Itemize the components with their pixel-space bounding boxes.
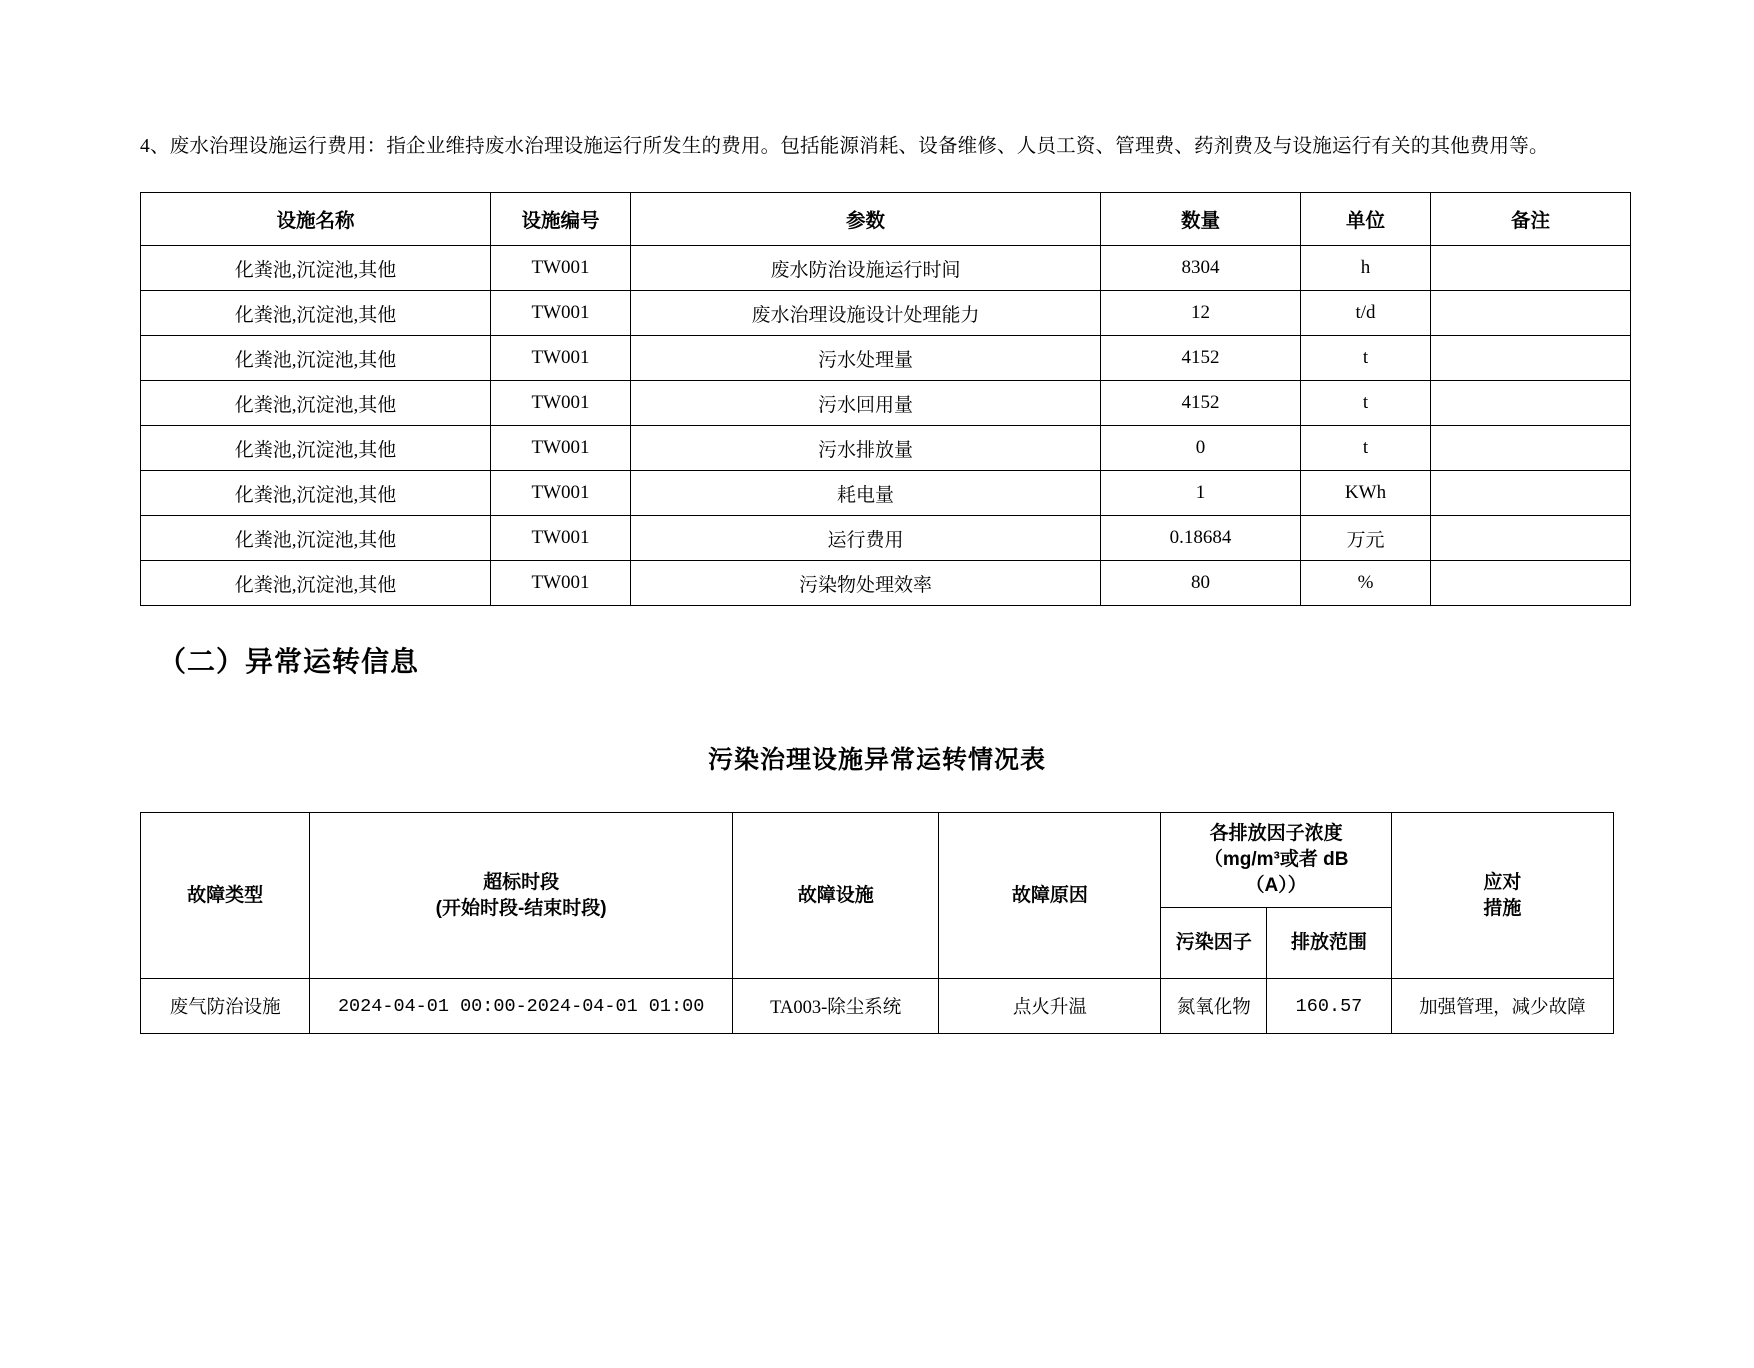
table-row	[141, 381, 1631, 426]
cell-parameter: 废水防治设施运行时间	[631, 246, 1101, 291]
cell-remark	[1431, 336, 1631, 381]
th-concentration-line3: （A））	[1245, 875, 1307, 896]
cell-facility-code: TW001	[491, 291, 631, 336]
cell-quantity: 4152	[1101, 336, 1301, 381]
cell-facility-name: 化粪池,沉淀池,其他	[141, 426, 491, 471]
th-measure-line2: 措施	[1483, 897, 1522, 919]
cell-quantity: 4152	[1101, 381, 1301, 426]
cell-remark	[1431, 381, 1631, 426]
th-concentration-line1: 各排放因子浓度	[1209, 823, 1343, 844]
table-row	[141, 426, 1631, 471]
cell-remark	[1431, 246, 1631, 291]
cell-remark	[1431, 426, 1631, 471]
cell-facility-name: 化粪池,沉淀池,其他	[141, 246, 491, 291]
cell-facility-name: 化粪池,沉淀池,其他	[141, 291, 491, 336]
cell-unit: 万元	[1301, 516, 1431, 561]
th-quantity: 数量	[1101, 193, 1301, 246]
cell-remark	[1431, 471, 1631, 516]
cell-unit: h	[1301, 246, 1431, 291]
cell-remark	[1431, 291, 1631, 336]
cell-facility-name: 化粪池,沉淀池,其他	[141, 561, 491, 606]
th-emission-range: 排放范围	[1267, 908, 1392, 979]
cell-fault-reason: 点火升温	[939, 979, 1161, 1034]
cell-facility-code: TW001	[491, 426, 631, 471]
cell-facility-name: 化粪池,沉淀池,其他	[141, 381, 491, 426]
th-measure	[1391, 813, 1613, 979]
cell-parameter: 废水治理设施设计处理能力	[631, 291, 1101, 336]
table-header-row-top	[141, 813, 1614, 908]
th-fault-device: 故障设施	[733, 813, 939, 979]
table-row	[141, 246, 1631, 291]
cell-remark	[1431, 516, 1631, 561]
cell-unit: t	[1301, 426, 1431, 471]
cell-parameter: 污水处理量	[631, 336, 1101, 381]
cell-fault-device: TA003-除尘系统	[733, 979, 939, 1034]
wastewater-facility-table	[140, 192, 1631, 606]
cell-quantity: 80	[1101, 561, 1301, 606]
cell-facility-name: 化粪池,沉淀池,其他	[141, 516, 491, 561]
th-fault-reason: 故障原因	[939, 813, 1161, 979]
cell-facility-code: TW001	[491, 561, 631, 606]
table-header-row	[141, 193, 1631, 246]
th-pollutant-factor: 污染因子	[1161, 908, 1267, 979]
document-page	[0, 128, 1754, 1368]
abnormal-operation-table	[140, 812, 1614, 1034]
cell-quantity: 0	[1101, 426, 1301, 471]
cell-unit: %	[1301, 561, 1431, 606]
cell-facility-code: TW001	[491, 246, 631, 291]
cell-facility-code: TW001	[491, 336, 631, 381]
cell-unit: KWh	[1301, 471, 1431, 516]
cell-parameter: 污染物处理效率	[631, 561, 1101, 606]
cell-pollutant-factor: 氮氧化物	[1161, 979, 1267, 1034]
cell-quantity: 1	[1101, 471, 1301, 516]
th-concentration-group	[1161, 813, 1392, 908]
th-facility-name: 设施名称	[141, 193, 491, 246]
cell-facility-name: 化粪池,沉淀池,其他	[141, 336, 491, 381]
th-fault-type: 故障类型	[141, 813, 310, 979]
th-over-period-line1: 超标时段	[483, 871, 560, 893]
cell-measure: 加强管理，减少故障	[1391, 979, 1613, 1034]
table-row	[141, 516, 1631, 561]
cell-remark	[1431, 561, 1631, 606]
table-row	[141, 336, 1631, 381]
cell-unit: t	[1301, 381, 1431, 426]
cell-parameter: 运行费用	[631, 516, 1101, 561]
intro-paragraph: 4、废水治理设施运行费用：指企业维持废水治理设施运行所发生的费用。包括能源消耗、设备维修、人员工资、管理费、药剂费及与设施运行有关的其他费用等。	[140, 136, 1549, 157]
cell-emission-range: 160.57	[1267, 979, 1392, 1034]
th-measure-line1: 应对	[1483, 871, 1522, 893]
cell-facility-code: TW001	[491, 471, 631, 516]
cell-facility-code: TW001	[491, 381, 631, 426]
table-row	[141, 471, 1631, 516]
table-row	[141, 979, 1614, 1034]
table-row	[141, 561, 1631, 606]
th-unit: 单位	[1301, 193, 1431, 246]
cell-quantity: 8304	[1101, 246, 1301, 291]
cell-parameter: 耗电量	[631, 471, 1101, 516]
th-facility-code: 设施编号	[491, 193, 631, 246]
cell-facility-name: 化粪池,沉淀池,其他	[141, 471, 491, 516]
th-over-period	[310, 813, 733, 979]
cell-facility-code: TW001	[491, 516, 631, 561]
cell-parameter: 污水排放量	[631, 426, 1101, 471]
cell-fault-type: 废气防治设施	[141, 979, 310, 1034]
table-row	[141, 291, 1631, 336]
cell-unit: t	[1301, 336, 1431, 381]
th-concentration-line2: （mg/m³或者 dB	[1203, 849, 1349, 870]
cell-period: 2024-04-01 00:00-2024-04-01 01:00	[310, 979, 733, 1034]
cell-unit: t/d	[1301, 291, 1431, 336]
section-heading: （二）异常运转信息	[158, 646, 420, 677]
cell-quantity: 0.18684	[1101, 516, 1301, 561]
table-title: 污染治理设施异常运转情况表	[707, 746, 1046, 774]
cell-parameter: 污水回用量	[631, 381, 1101, 426]
cell-quantity: 12	[1101, 291, 1301, 336]
th-remark: 备注	[1431, 193, 1631, 246]
th-over-period-line2: (开始时段-结束时段)	[435, 897, 607, 919]
th-parameter: 参数	[631, 193, 1101, 246]
